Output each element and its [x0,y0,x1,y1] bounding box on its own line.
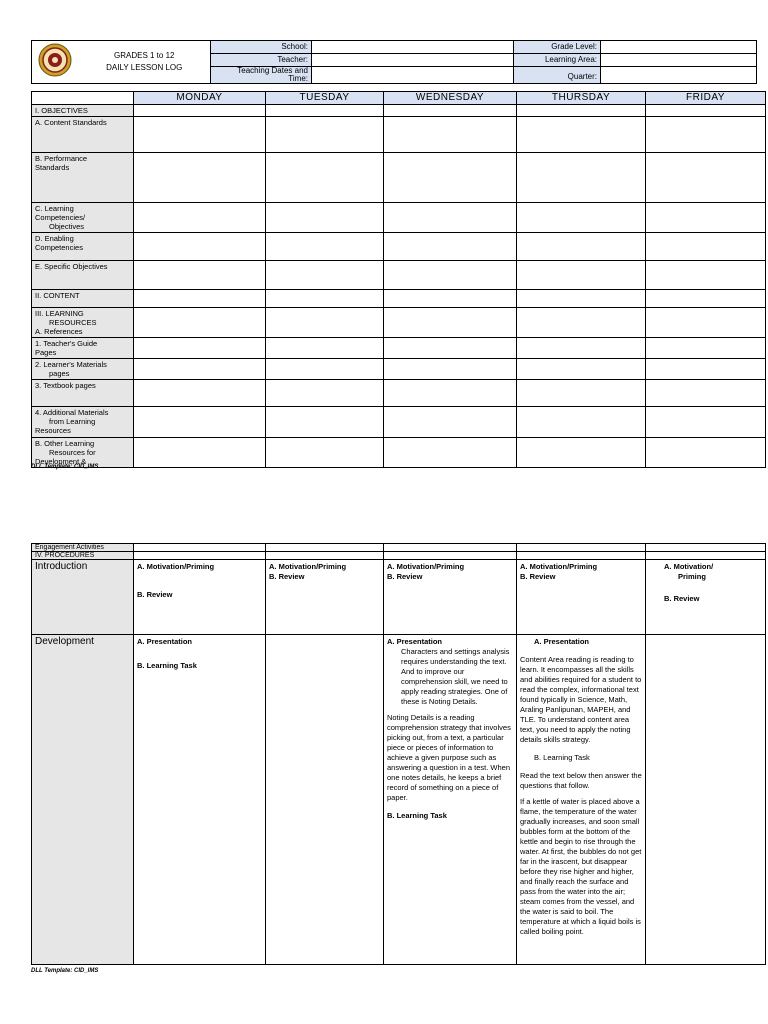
cell[interactable] [384,290,517,308]
intro-tuesday[interactable] [266,560,384,635]
quarter-field[interactable] [601,67,757,84]
cell[interactable] [266,544,384,552]
cell[interactable] [134,308,266,338]
dev-wednesday-p1: Characters and settings analysis requires understanding the text. And to improve our comprehension skill, we need to apply reading strategies. One of these is Noting Details. [401,647,510,706]
cell[interactable] [646,407,766,438]
dev-thursday[interactable] [517,635,646,965]
header-table [31,40,757,84]
dev-tuesday[interactable] [266,635,384,965]
intro-monday[interactable] [134,560,266,635]
cell[interactable] [646,380,766,407]
intro-wednesday[interactable] [384,560,517,635]
cell[interactable] [517,438,646,468]
school-field[interactable] [312,41,514,54]
intro-friday[interactable] [646,560,766,635]
cell[interactable] [266,380,384,407]
procedures-table [31,543,766,965]
teaching-dates-line-1: Teaching Dates and [237,66,308,75]
cell[interactable] [646,153,766,203]
cell[interactable] [384,261,517,290]
cell[interactable] [646,261,766,290]
teacher-label: Teacher: [211,54,312,67]
cell[interactable] [517,203,646,233]
cell[interactable] [517,105,646,117]
dev-wednesday-p2: Noting Details is a reading comprehension strategy that involves picking out, from a text, a particular piece or pieces of information to achieve a given purpose such as answering a question in a test. When one notes details, he keeps a brief record of something on a piece of paper. [387,713,511,802]
intro-thursday[interactable] [517,560,646,635]
row-label-procedures: IV. PROCEDURES [32,552,134,560]
cell[interactable] [134,438,266,468]
cell[interactable] [266,438,384,468]
title-line-2: DAILY LESSON LOG [106,63,183,72]
grade-level-field[interactable] [601,41,757,54]
cell[interactable] [517,359,646,380]
cell[interactable] [266,261,384,290]
cell[interactable] [384,203,517,233]
day-header-monday: MONDAY [134,92,266,105]
cell[interactable] [134,233,266,261]
intro-wednesday-a: A. Motivation/Priming [387,562,465,571]
row-label-content-standards: A. Content Standards [32,117,134,153]
cell[interactable] [266,359,384,380]
cell[interactable] [517,233,646,261]
cell[interactable] [384,233,517,261]
cell[interactable] [384,338,517,359]
row-label-learning-competencies: C. Learning Competencies/ Objectives [32,203,134,233]
cell[interactable] [517,544,646,552]
objectives-table [31,91,766,468]
cell[interactable] [384,552,517,560]
cell[interactable] [646,308,766,338]
day-header-wednesday: WEDNESDAY [384,92,517,105]
cell[interactable] [134,338,266,359]
cell[interactable] [134,359,266,380]
cell[interactable] [384,438,517,468]
grade-level-label: Grade Level: [514,41,601,54]
dev-thursday-p2: Read the text below then answer the questions that follow. [520,771,642,790]
cell[interactable] [384,153,517,203]
dev-wednesday[interactable] [384,635,517,965]
cell[interactable] [517,308,646,338]
cell[interactable] [266,233,384,261]
row-label-engagement: Engagement Activities [32,544,134,552]
cell[interactable] [134,552,266,560]
cell[interactable] [646,105,766,117]
cell[interactable] [266,552,384,560]
cell[interactable] [517,290,646,308]
day-header-friday: FRIDAY [646,92,766,105]
dev-wednesday-a: A. Presentation [387,637,443,646]
dev-thursday-b: B. Learning Task [534,753,590,762]
dev-thursday-a: A. Presentation [534,637,590,646]
cell[interactable] [266,308,384,338]
intro-friday-a2: Priming [678,572,706,581]
page1-footer: DLL Template: CID_IMS [31,464,99,470]
school-label: School: [211,41,312,54]
row-label-objectives: I. OBJECTIVES [32,105,134,117]
row-label-enabling-competencies: D. Enabling Competencies [32,233,134,261]
cell[interactable] [266,407,384,438]
cell[interactable] [134,380,266,407]
intro-thursday-a: A. Motivation/Priming [520,562,598,571]
cell[interactable] [384,359,517,380]
cell[interactable] [517,153,646,203]
cell[interactable] [517,117,646,153]
row-label-content: II. CONTENT [32,290,134,308]
cell[interactable] [266,290,384,308]
cell[interactable] [517,552,646,560]
intro-thursday-b: B. Review [520,572,556,581]
cell[interactable] [646,359,766,380]
cell[interactable] [646,233,766,261]
row-label-additional-materials: 4. Additional Materials from Learning Resources [32,407,134,438]
cell[interactable] [517,380,646,407]
cell[interactable] [134,153,266,203]
row-label-specific-objectives: E. Specific Objectives [32,261,134,290]
row-label-teachers-guide: 1. Teacher's Guide Pages [32,338,134,359]
cell[interactable] [646,338,766,359]
logo-cell [32,41,79,84]
cell[interactable] [646,117,766,153]
cell[interactable] [646,290,766,308]
dev-monday[interactable] [134,635,266,965]
cell[interactable] [266,203,384,233]
cell[interactable] [134,290,266,308]
cell[interactable] [134,203,266,233]
cell[interactable] [266,105,384,117]
intro-monday-b: B. Review [137,590,173,599]
row-label-performance-standards: B. Performance Standards [32,153,134,203]
cell[interactable] [384,380,517,407]
row-label-learners-materials: 2. Learner's Materials pages [32,359,134,380]
dev-thursday-p1: Content Area reading is reading to learn. It encompasses all the skills and abilities required for a student to read the complex, informational text found typically in Science, Math, Araling Panlipunan, MAPEH, and TLE. To understand content area text, you need to apply the noting details skills strategy. [520,655,642,744]
intro-monday-a: A. Motivation/Priming [137,562,215,571]
quarter-label: Quarter: [514,67,601,84]
intro-tuesday-a: A. Motivation/Priming [269,562,347,571]
cell[interactable] [384,544,517,552]
teaching-dates-label [211,67,312,84]
title-cell [79,41,211,84]
learning-area-field[interactable] [601,54,757,67]
title-line-1: GRADES 1 to 12 [114,51,175,60]
cell[interactable] [134,261,266,290]
dev-wednesday-b: B. Learning Task [387,811,447,820]
page2-footer: DLL Template: CID_IMS [31,968,99,974]
cell[interactable] [266,153,384,203]
cell[interactable] [266,117,384,153]
intro-friday-b: B. Review [664,594,700,603]
intro-friday-a1: A. Motivation/ [664,562,714,571]
dev-thursday-p3: If a kettle of water is placed above a flame, the temperature of the water gradually increases, and soon small bubbles form at the bottom of the kettle and begin to rise through the water. At first, the bubbles do not get far in the irascent, but disappear before they rise higher and higher, and finally reach the surface and pass from the water into the air; steam comes from the vessel, and the water is said to boil. The temperature at which a liquid boils is called boiling point. [520,797,642,936]
dev-monday-b: B. Learning Task [137,661,197,670]
row-label-learning-resources: III. LEARNING RESOURCES A. References [32,308,134,338]
cell[interactable] [646,438,766,468]
intro-wednesday-b: B. Review [387,572,423,581]
cell[interactable] [646,203,766,233]
cell[interactable] [134,105,266,117]
cell[interactable] [517,261,646,290]
learning-area-label: Learning Area: [514,54,601,67]
teacher-field[interactable] [312,54,514,67]
dev-monday-a: A. Presentation [137,637,193,646]
row-label-other-resources: B. Other Learning Resources for Development & [32,438,134,468]
cell[interactable] [646,544,766,552]
teaching-dates-line-2: Time: [288,74,308,83]
cell[interactable] [517,338,646,359]
teaching-dates-field[interactable] [312,67,514,84]
cell[interactable] [517,407,646,438]
day-header-tuesday: TUESDAY [266,92,384,105]
day-header-thursday: THURSDAY [517,92,646,105]
cell[interactable] [384,117,517,153]
cell[interactable] [134,407,266,438]
cell[interactable] [646,552,766,560]
row-label-textbook-pages: 3. Textbook pages [32,380,134,407]
cell[interactable] [134,117,266,153]
cell[interactable] [384,308,517,338]
deped-seal-icon [38,43,72,77]
cell[interactable] [266,338,384,359]
cell[interactable] [134,544,266,552]
cell[interactable] [384,105,517,117]
intro-tuesday-b: B. Review [269,572,305,581]
dev-friday[interactable] [646,635,766,965]
cell[interactable] [384,407,517,438]
corner-cell [32,92,134,105]
row-label-introduction: Introduction [32,560,134,635]
row-label-development: Development [32,635,134,965]
